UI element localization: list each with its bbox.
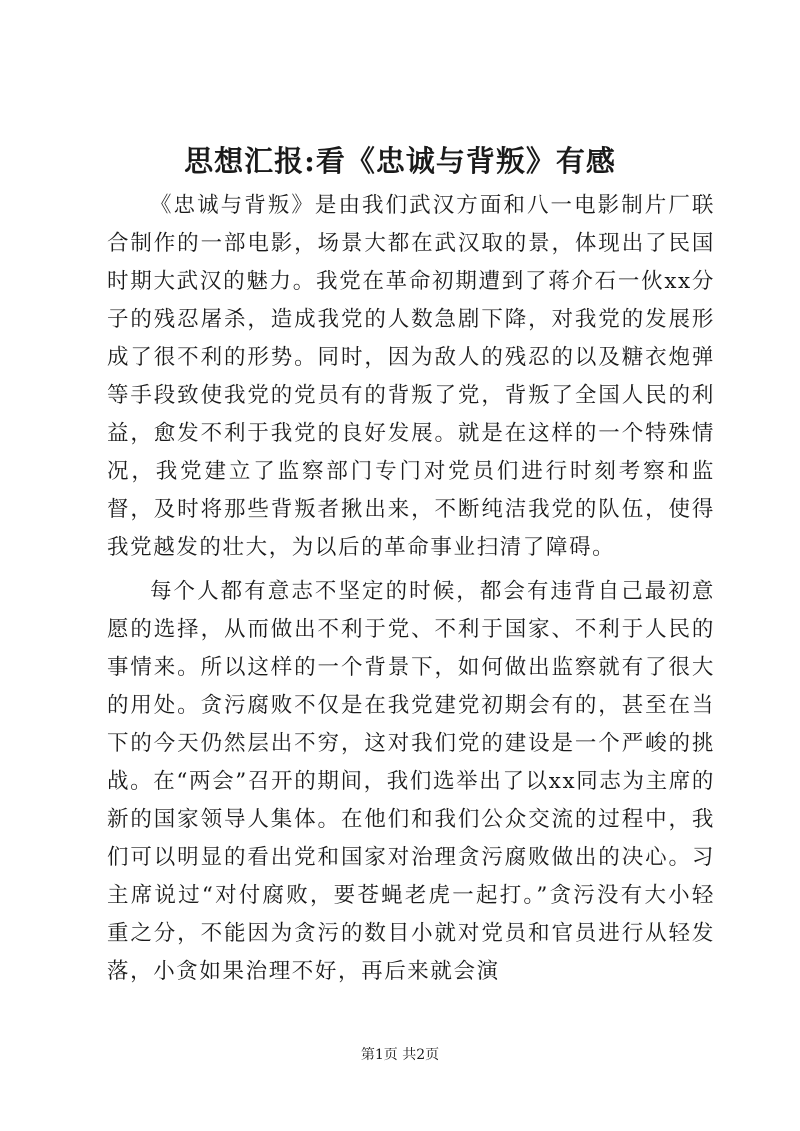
paragraph-2: 每个人都有意志不坚定的时候，都会有违背自己最初意愿的选择，从而做出不利于党、不利于国家、不利于人民的事情来。所以这样的一个背景下，如何做出监察就有了很大的用处。贪污腐败不仅是在我党建党初期会有的，甚至在当下的今天仍然层出不穷，这对我们党的建设是一个严峻的挑战。在“两会”召开的期间，我们选举出了以xx同志为主席的新的国家领导人集体。在他们和我们公众交流的过程中，我们可以明显的看出党和国家对治理贪污腐败做出的决心。习主席说过“对付腐败，要苍蝇老虎一起打。”贪污没有大小轻重之分，不能因为贪污的数目小就对党员和官员进行从轻发落，小贪如果治理不好，再后来就会演 [107,579,715,984]
document-title: 思想汇报:看《忠诚与背叛》有感 [184,144,616,178]
page-footer: 第1页 共2页 [360,1047,440,1063]
document-body [107,187,715,997]
paragraph-1: 《忠诚与背叛》是由我们武汉方面和八一电影制片厂联合制作的一部电影，场景大都在武汉取的景，体现出了民国时期大武汉的魅力。我党在革命初期遭到了蒋介石一伙xx分子的残忍屠杀，造成我党的人数急剧下降，对我党的发展形成了很不利的形势。同时，因为敌人的残忍的以及糖衣炮弹等手段致使我党的党员有的背叛了党，背叛了全国人民的利益，愈发不利于我党的良好发展。就是在这样的一个特殊情况，我党建立了监察部门专门对党员们进行时刻考察和监督，及时将那些背叛者揪出来，不断纯洁我党的队伍，使得我党越发的壮大，为以后的革命事业扫清了障碍。 [107,193,715,560]
